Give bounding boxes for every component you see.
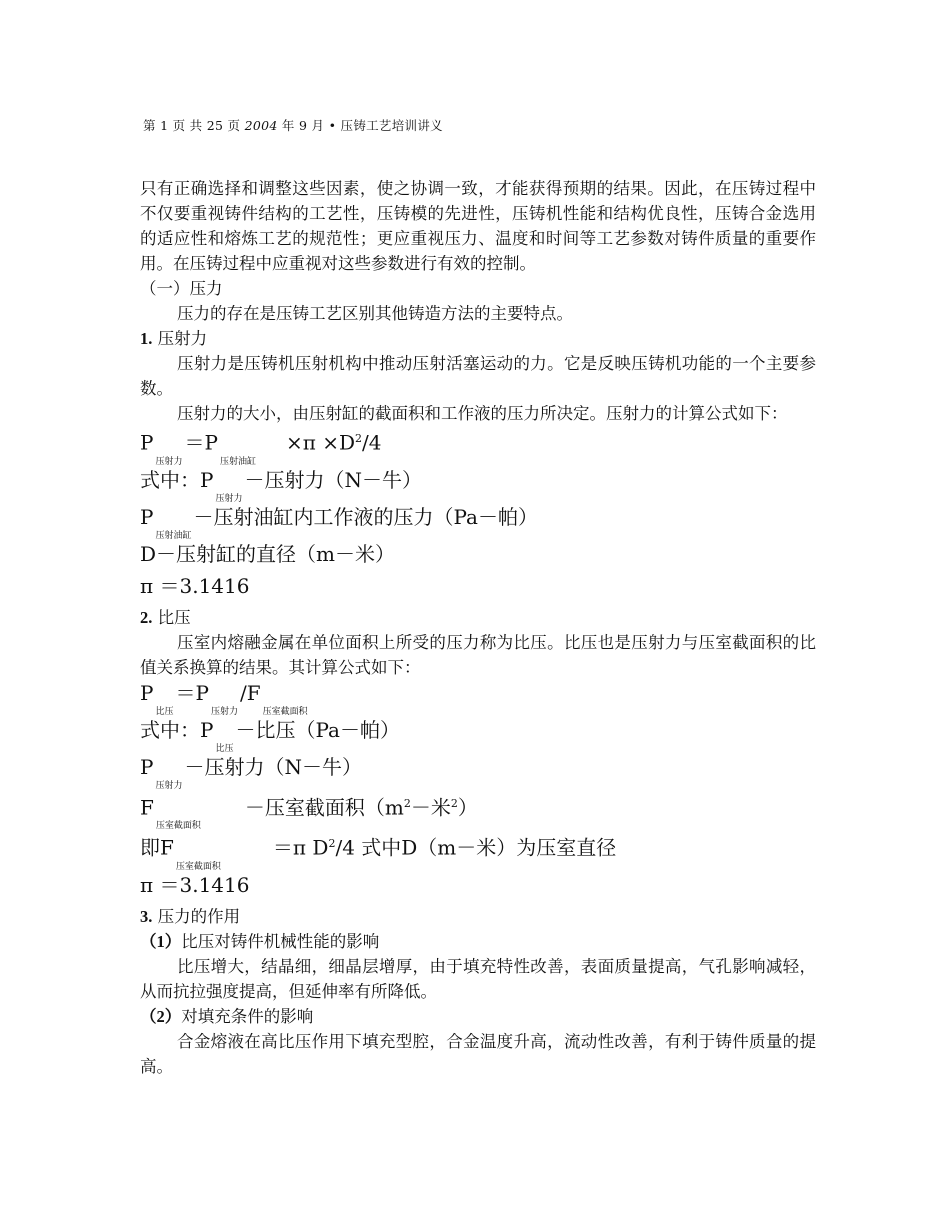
where-lead: 式中：P — [140, 717, 214, 742]
where-text: －米 — [410, 795, 451, 820]
intro-paragraph: 只有正确选择和调整这些因素，使之协调一致，才能获得预期的结果。因此，在压铸过程中不仅要重视铸件结构的工艺性，压铸模的先进性，压铸机性能和结构优良性，压铸合金选用的适应性和熔炼工艺的规范性；更应重视压力、温度和时间等工艺参数对铸件质量的重要作用。在压铸过程中应重视对这些参数进行有效的控制。 — [140, 179, 816, 273]
where-text: ＝π D — [272, 835, 329, 860]
subsection-num: 2. — [140, 607, 153, 627]
subsection-injection-force-title — [140, 326, 816, 351]
item-1-paragraph: 比压增大，结晶细，细晶层增厚，由于填充特性改善，表面质量提高，气孔影响减轻，从而抗拉强度提高，但延伸率有所降低。 — [140, 956, 816, 1001]
where-lead: P — [140, 754, 154, 779]
where-subscript: 压射油缸 — [155, 530, 192, 541]
formula-chamber-area — [140, 831, 816, 872]
subsection-num: 1. — [140, 329, 153, 348]
where-subscript: 压室截面积 — [175, 861, 221, 872]
where-subscript: 比压 — [215, 743, 234, 754]
where-pi: π ＝3.1416 — [140, 573, 250, 598]
formula-injection-force — [140, 426, 816, 467]
formula-part: /F — [239, 680, 261, 705]
formula-subscript: 压室截面积 — [262, 706, 308, 717]
where-text: －压射力（N－牛） — [184, 754, 362, 779]
item-2-title — [140, 1004, 816, 1029]
injection-force-paragraph-1: 压射力是压铸机压射机构中推动压射活塞运动的力。它是反映压铸机功能的一个主要参数。 — [140, 354, 816, 398]
specific-pressure-paragraph: 压室内熔融金属在单位面积上所受的压力称为比压。比压也是压射力与压室截面积的比值关系换算的结果。其计算公式如下： — [140, 632, 816, 677]
header-page-info: 第 1 页 共 25 页 — [143, 118, 241, 133]
where-text: －比压（Pa－帕） — [235, 717, 400, 742]
formula-symbol: P — [140, 680, 154, 705]
section-pressure-desc: 压力的存在是压铸工艺区别其他铸造方法的主要特点。 — [177, 304, 573, 323]
page-header — [143, 116, 443, 134]
where-superscript: 2 — [403, 796, 411, 810]
formula-part: /4 — [362, 430, 382, 455]
formula-part: ×π ×D — [285, 430, 356, 455]
where-lead: F — [140, 795, 154, 820]
item-2-paragraph: 合金熔液在高比压作用下填充型腔，合金温度升高，流动性改善，有利于铸件质量的提高。 — [140, 1031, 816, 1076]
formula-symbol: P — [140, 430, 154, 455]
item-num: （1） — [140, 931, 182, 951]
where-lead: P — [140, 504, 154, 529]
where-superscript: 2 — [450, 796, 458, 810]
header-title: 年 9 月 • 压铸工艺培训讲义 — [281, 118, 443, 133]
where-diameter: D－压射缸的直径（m－米） — [140, 541, 395, 566]
subsection-num: 3. — [140, 906, 153, 926]
subsection-pressure-effect-title — [140, 904, 816, 929]
item-label: 比压对铸件机械性能的影响 — [181, 931, 380, 951]
formula-subscript: 压射力 — [155, 456, 183, 467]
header-year: 2004 — [244, 118, 278, 133]
where-text: －压射油缸内工作液的压力（Pa－帕） — [193, 504, 538, 529]
where-subscript: 压射力 — [155, 780, 183, 791]
item-1-title — [140, 929, 816, 954]
where-lead: 即F — [140, 835, 174, 860]
formula-subscript: 压射力 — [210, 706, 238, 717]
where-oil-pressure — [140, 504, 816, 541]
where-specific-pressure — [140, 717, 816, 754]
document-body — [140, 176, 816, 1079]
where-injection-force-2 — [140, 754, 816, 791]
item-label: 对填充条件的影响 — [181, 1006, 314, 1026]
formula-specific-pressure — [140, 680, 816, 717]
subsection-label: 压力的作用 — [157, 906, 241, 926]
section-pressure-title: （一）压力 — [140, 279, 223, 298]
where-superscript: 2 — [328, 837, 336, 851]
formula-part: ＝P — [175, 680, 209, 705]
item-num: （2） — [140, 1006, 182, 1026]
formula-subscript: 压射油缸 — [219, 456, 256, 467]
where-text: ） — [457, 795, 478, 820]
where-text: －压室截面积（m — [244, 795, 404, 820]
where-pi-2: π ＝3.1416 — [140, 872, 250, 897]
where-subscript: 压室截面积 — [155, 821, 201, 832]
subsection-specific-pressure-title — [140, 605, 816, 630]
where-lead: 式中：P — [140, 467, 214, 492]
where-injection-force — [140, 467, 816, 504]
injection-force-paragraph-2: 压射力的大小，由压射缸的截面积和工作液的压力所决定。压射力的计算公式如下： — [177, 404, 788, 423]
where-chamber-area — [140, 791, 816, 832]
where-text: －压射力（N－牛） — [244, 467, 422, 492]
subsection-label: 压射力 — [157, 329, 208, 348]
where-subscript: 压射力 — [215, 493, 243, 504]
formula-subscript: 比压 — [155, 706, 174, 717]
formula-part: ＝P — [184, 430, 218, 455]
subsection-label: 比压 — [157, 607, 191, 627]
formula-superscript: 2 — [355, 432, 363, 445]
where-text: /4 式中D（m－米）为压室直径 — [335, 835, 617, 860]
